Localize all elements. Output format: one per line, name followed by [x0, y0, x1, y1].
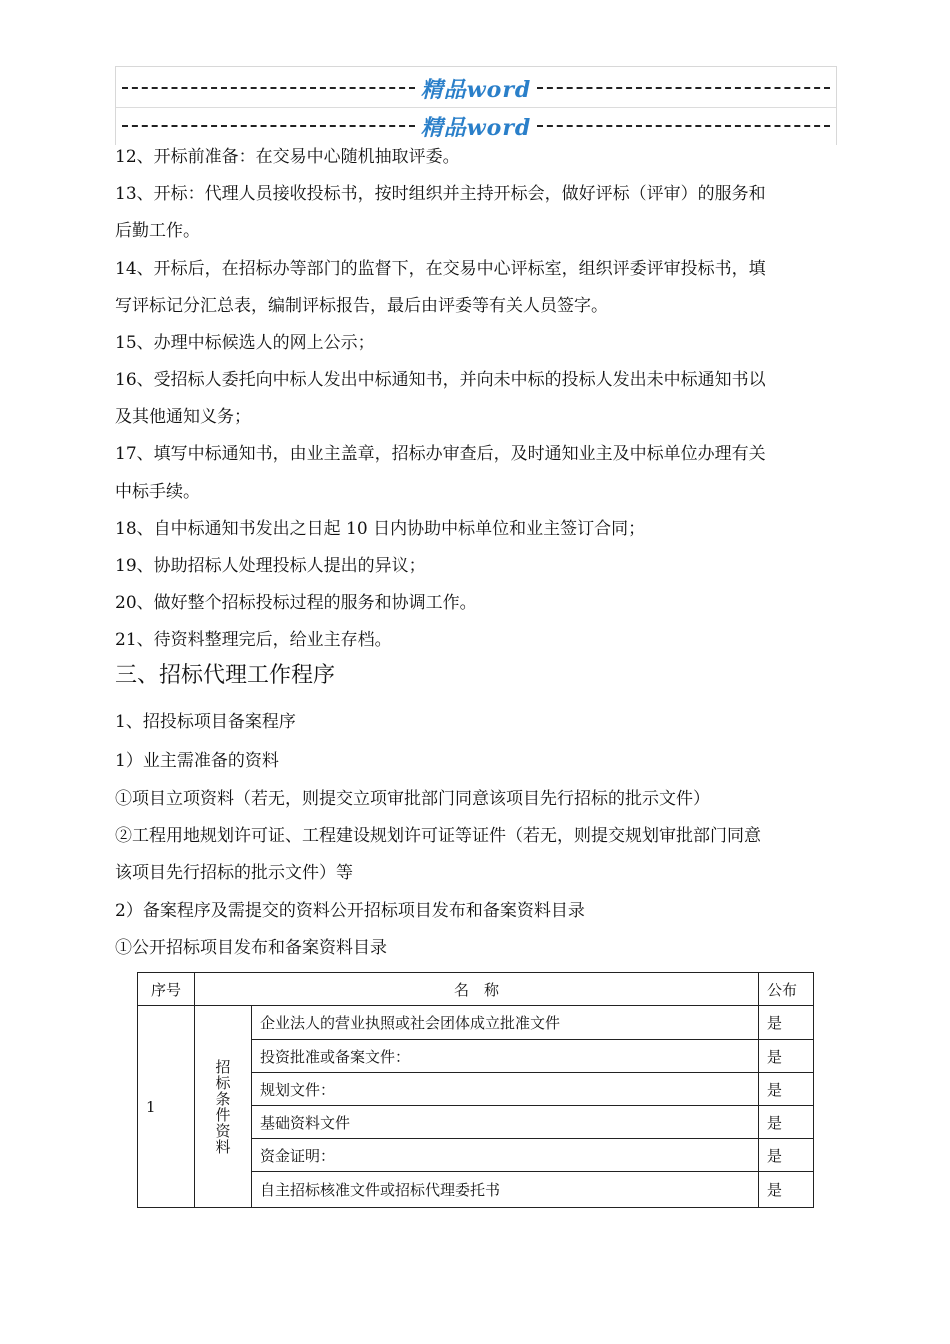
- paragraph-line: 2）备案程序及需提交的资料公开招标项目发布和备案资料目录: [115, 901, 585, 921]
- row-publish-cell: 是: [759, 1139, 814, 1172]
- row-name-cell: 投资批准或备案文件：: [252, 1040, 759, 1073]
- paragraph-line: 18、自中标通知书发出之日起 10 日内协助中标单位和业主签订合同；: [115, 519, 646, 539]
- paragraph-line: 21、待资料整理完后，给业主存档。: [115, 630, 392, 650]
- dashed-divider: [537, 87, 830, 89]
- paragraph-line: 1）业主需准备的资料: [115, 751, 279, 771]
- header-banner-row: [116, 69, 836, 108]
- dashed-divider: [122, 87, 415, 89]
- paragraph-line: 写评标记分汇总表，编制评标报告，最后由评委等有关人员签字。: [115, 296, 608, 316]
- dashed-divider: [122, 125, 415, 127]
- row-name-cell: 资金证明：: [252, 1139, 759, 1172]
- table-header-row: [138, 973, 814, 1006]
- paragraph-line: 13、开标：代理人员接收投标书，按时组织并主持开标会，做好评标（评审）的服务和: [115, 184, 766, 204]
- row-name-cell: 企业法人的营业执照或社会团体成立批准文件: [252, 1006, 759, 1040]
- group-label: 招标条件资料: [213, 1058, 232, 1155]
- resource-table: [137, 972, 814, 1208]
- row-publish-cell: 是: [759, 1172, 814, 1208]
- header-banner-row: [116, 107, 836, 145]
- header-cell-no: 序号: [138, 973, 195, 1006]
- section-heading: 三、招标代理工作程序: [115, 663, 336, 688]
- paragraph-line: 12、开标前准备：在交易中心随机抽取评委。: [115, 147, 460, 167]
- row-publish-cell: 是: [759, 1006, 814, 1040]
- paragraph-line: 15、办理中标候选人的网上公示；: [115, 333, 375, 353]
- group-number-cell: 1: [138, 1006, 195, 1208]
- dashed-divider: [537, 125, 830, 127]
- paragraph-line: 及其他通知义务；: [115, 407, 251, 427]
- header-banner: 精品word: [420, 114, 532, 141]
- paragraph-line: 该项目先行招标的批示文件）等: [115, 863, 353, 883]
- header-cell-name: 名 称: [195, 973, 759, 1006]
- paragraph-line: 19、协助招标人处理投标人提出的异议；: [115, 556, 426, 576]
- row-name-cell: 规划文件：: [252, 1073, 759, 1106]
- table-row: [138, 1006, 814, 1040]
- page-header: [115, 66, 837, 145]
- row-publish-cell: 是: [759, 1106, 814, 1139]
- paragraph-line: 20、做好整个招标投标过程的服务和协调工作。: [115, 593, 477, 613]
- paragraph-line: 14、开标后，在招标办等部门的监督下，在交易中心评标室，组织评委评审投标书，填: [115, 259, 766, 279]
- header-banner: 精品word: [420, 76, 532, 103]
- group-label-cell: [195, 1006, 252, 1208]
- row-publish-cell: 是: [759, 1073, 814, 1106]
- paragraph-line: 16、受招标人委托向中标人发出中标通知书，并向未中标的投标人发出未中标通知书以: [115, 370, 766, 390]
- row-name-cell: 自主招标核准文件或招标代理委托书: [252, 1172, 759, 1208]
- paragraph-line: ①公开招标项目发布和备案资料目录: [115, 938, 387, 958]
- paragraph-line: ②工程用地规划许可证、工程建设规划许可证等证件（若无，则提交规划审批部门同意: [115, 826, 761, 846]
- paragraph-line: ①项目立项资料（若无，则提交立项审批部门同意该项目先行招标的批示文件）: [115, 789, 710, 809]
- row-publish-cell: 是: [759, 1040, 814, 1073]
- paragraph-line: 中标手续。: [115, 482, 200, 502]
- paragraph-line: 后勤工作。: [115, 221, 200, 241]
- row-name-cell: 基础资料文件: [252, 1106, 759, 1139]
- paragraph-line: 1、招投标项目备案程序: [115, 712, 296, 732]
- header-cell-publish: 公布: [759, 973, 814, 1006]
- paragraph-line: 17、填写中标通知书，由业主盖章，招标办审查后，及时通知业主及中标单位办理有关: [115, 444, 766, 464]
